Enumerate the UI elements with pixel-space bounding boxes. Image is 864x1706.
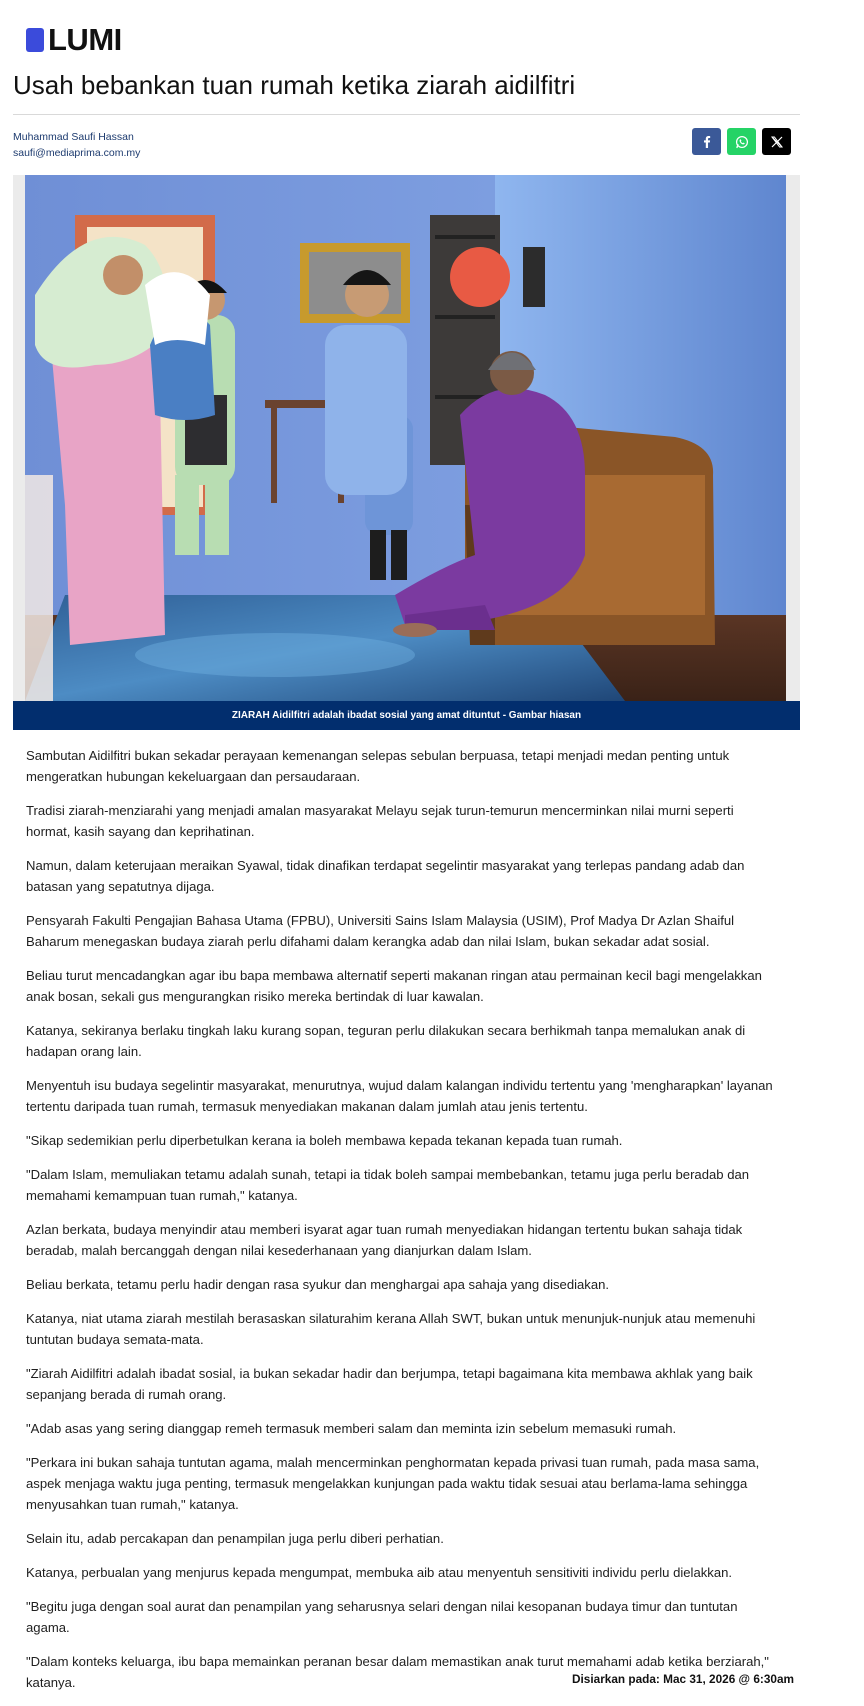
author-email[interactable]: saufi@mediaprima.com.my: [13, 147, 141, 159]
article-photo[interactable]: [25, 175, 786, 701]
paragraph: "Begitu juga dengan soal aurat dan penampilan yang seharusnya selari dengan nilai kesopanan budaya timur dan tuntutan agama.: [26, 1599, 738, 1635]
paragraph: Katanya, sekiranya berlaku tingkah laku kurang sopan, teguran perlu dilakukan secara berhikmah tanpa memalukan anak di hadapan orang lain.: [26, 1023, 746, 1059]
paragraph: "Sikap sedemikian perlu diperbetulkan kerana ia boleh membawa kepada tekanan kepada tuan rumah.: [26, 1133, 623, 1148]
paragraph: Tradisi ziarah-menziarahi yang menjadi amalan masyarakat Melayu sejak turun-temurun mencerminkan nilai murni seperti hormat, kasih sayang dan keprihatinan.: [26, 803, 734, 839]
site-logo[interactable]: [26, 22, 122, 57]
logo-text: LUMI: [48, 22, 122, 57]
whatsapp-icon: [735, 135, 749, 149]
paragraph: "Dalam konteks keluarga, ibu bapa memainkan peranan besar dalam memastikan anak turut memahami adab ketika berziarah," katanya.: [26, 1654, 769, 1690]
share-x-button[interactable]: [762, 128, 791, 155]
paragraph: "Perkara ini bukan sahaja tuntutan agama, malah mencerminkan penghormatan kepada privasi tuan rumah, pada masa sama, aspek menjaga waktu juga penting, termasuk mengelakkan kunjungan pada waktu tidak sesuai atau berlama-lama sehingga menyusahkan tuan rumah," katanya.: [26, 1455, 760, 1512]
paragraph: Selain itu, adab percakapan dan penampilan juga perlu diberi perhatian.: [26, 1531, 444, 1546]
logo-mark: [26, 28, 44, 52]
title-divider: [13, 114, 800, 115]
paragraph: Pensyarah Fakulti Pengajian Bahasa Utama (FPBU), Universiti Sains Islam Malaysia (USIM), Prof Madya Dr Azlan Shaiful Baharum menegaskan budaya ziarah perlu difahami dalam kerangka adab dan nilai Islam, bukan sekadar adat sosial.: [26, 913, 735, 949]
paragraph: "Adab asas yang sering dianggap remeh termasuk memberi salam dan meminta izin sebelum memasuki rumah.: [26, 1421, 677, 1436]
paragraph: "Dalam Islam, memuliakan tetamu adalah sunah, tetapi ia tidak boleh sampai membebankan, tetamu juga perlu beradab dan memahami kemampuan tuan rumah," katanya.: [26, 1167, 750, 1203]
paragraph: Katanya, niat utama ziarah mestilah berasaskan silaturahim kerana Allah SWT, bukan untuk menunjuk-nunjuk atau memenuhi tuntutan budaya semata-mata.: [26, 1311, 756, 1347]
author-block: [13, 129, 140, 161]
image-caption: ZIARAH Aidilfitri adalah ibadat sosial yang amat dituntut - Gambar hiasan: [13, 701, 800, 730]
article-body: [26, 745, 778, 1706]
paragraph: Beliau turut mencadangkan agar ibu bapa membawa alternatif seperti makanan ringan atau permainan kecil bagi mengelakkan anak bosan, sekali gus mengurangkan risiko mereka bertindak di luar kawalan.: [26, 968, 762, 1004]
article-title: Usah bebankan tuan rumah ketika ziarah aidilfitri: [13, 70, 576, 100]
published-date: Disiarkan pada: Mac 31, 2026 @ 6:30am: [572, 1672, 794, 1686]
share-whatsapp-button[interactable]: [727, 128, 756, 155]
share-facebook-button[interactable]: [692, 128, 721, 155]
facebook-icon: [703, 136, 711, 148]
paragraph: Azlan berkata, budaya menyindir atau memberi isyarat agar tuan rumah menyediakan hidangan tertentu bukan sahaja tidak beradab, malah bercanggah dengan nilai kesederhanaan yang dianjurkan dalam Islam.: [26, 1222, 743, 1258]
family-visit-illustration: [25, 175, 786, 701]
paragraph: Namun, dalam keterujaan meraikan Syawal, tidak dinafikan terdapat segelintir masyarakat yang terlepas pandang adab dan batasan yang sepatutnya dijaga.: [26, 858, 745, 894]
paragraph: Beliau berkata, tetamu perlu hadir dengan rasa syukur dan menghargai apa sahaja yang disediakan.: [26, 1277, 610, 1292]
paragraph: Katanya, perbualan yang menjurus kepada mengumpat, membuka aib atau menyentuh sensitiviti individu perlu dielakkan.: [26, 1565, 733, 1580]
author-name[interactable]: Muhammad Saufi Hassan: [13, 131, 134, 143]
paragraph: "Ziarah Aidilfitri adalah ibadat sosial, ia bukan sekadar hadir dan berjumpa, tetapi bagaimana kita membawa akhlak yang baik sepanjang berada di rumah orang.: [26, 1366, 753, 1402]
paragraph: Menyentuh isu budaya segelintir masyarakat, menurutnya, wujud dalam kalangan individu tertentu yang 'mengharapkan' layanan tertentu daripada tuan rumah, termasuk menyediakan makanan dalam jumlah atau jenis tertentu.: [26, 1078, 773, 1114]
x-icon: [771, 136, 783, 148]
paragraph: Sambutan Aidilfitri bukan sekadar perayaan kemenangan selepas sebulan berpuasa, tetapi menjadi medan penting untuk mengeratkan hubungan kekeluargaan dan persaudaraan.: [26, 748, 730, 784]
